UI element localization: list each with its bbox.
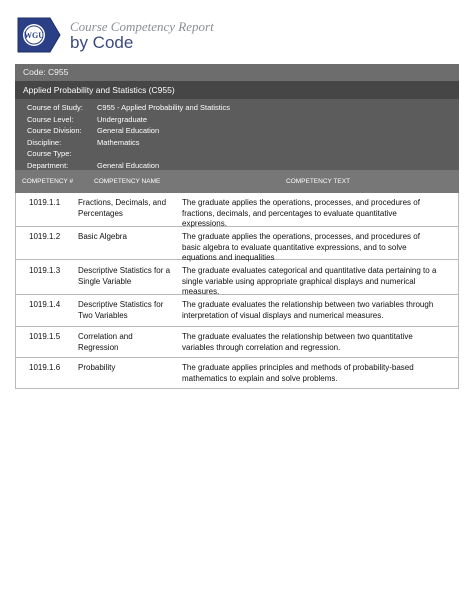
info-value: Mathematics xyxy=(97,137,140,147)
info-label: Discipline: xyxy=(27,137,62,147)
competency-name: Descriptive Statistics for Two Variables xyxy=(78,300,164,320)
course-code: Code: C955 xyxy=(23,67,69,77)
report-subtitle: by Code xyxy=(70,33,134,52)
info-label: Course Type: xyxy=(27,149,72,158)
info-label: Course Division: xyxy=(27,126,82,135)
table-row xyxy=(16,193,458,227)
competency-table xyxy=(15,193,459,389)
info-row-course-type xyxy=(27,148,447,159)
info-value: General Education xyxy=(97,160,160,170)
info-value: Undergraduate xyxy=(97,114,148,124)
info-row-discipline xyxy=(27,137,447,148)
competency-name: Fractions, Decimals, and Percentages xyxy=(78,198,167,218)
svg-text:WGU: WGU xyxy=(24,31,44,40)
info-value: C955 - Applied Probability and Statistics xyxy=(97,103,230,112)
competency-number: 1019.1.1 xyxy=(29,198,61,207)
info-row-department xyxy=(27,160,447,171)
table-row xyxy=(16,295,458,327)
competency-number: 1019.1.4 xyxy=(29,300,61,309)
info-row-course-level xyxy=(27,114,447,125)
competency-number: 1019.1.6 xyxy=(29,363,61,372)
info-label: Course of Study: xyxy=(27,103,83,112)
column-header-name: COMPETENCY NAME xyxy=(94,178,161,185)
info-row-course-division xyxy=(27,125,447,136)
table-row xyxy=(16,327,458,358)
course-code-bar xyxy=(15,64,459,81)
table-row xyxy=(16,227,458,260)
competency-name: Correlation and Regression xyxy=(78,332,133,352)
competency-number: 1019.1.2 xyxy=(29,232,61,241)
table-header xyxy=(15,170,459,193)
competency-text: The graduate evaluates categorical and quantitative data pertaining to a single variable using appropriate graphical displays and numerical measures. xyxy=(182,266,437,296)
table-row xyxy=(16,358,458,388)
competency-name: Probability xyxy=(78,363,116,372)
competency-number: 1019.1.5 xyxy=(29,332,61,341)
competency-text: The graduate evaluates the relationship between two quantitative variables through correlation and regression. xyxy=(182,332,413,352)
table-row xyxy=(16,260,458,295)
competency-number: 1019.1.3 xyxy=(29,266,61,275)
info-label: Department: xyxy=(27,160,69,170)
report-title: Course Competency Report xyxy=(70,19,214,34)
info-row-course-of-study xyxy=(27,102,447,113)
competency-text: The graduate applies the operations, processes, and procedures of basic algebra to evaluate quantitative expressions, and to solve equations and inequalities xyxy=(182,232,420,262)
competency-name: Descriptive Statistics for a Single Variable xyxy=(78,266,171,286)
competency-name: Basic Algebra xyxy=(78,232,127,241)
column-header-text: COMPETENCY TEXT xyxy=(286,178,351,185)
course-title: Applied Probability and Statistics (C955) xyxy=(23,85,175,95)
report-header xyxy=(16,15,458,57)
info-value: General Education xyxy=(97,126,160,135)
course-title-bar xyxy=(15,81,459,99)
competency-text: The graduate evaluates the relationship between two variables through interpretation of visual displays and numerical measures. xyxy=(182,300,434,320)
course-info-panel xyxy=(15,99,459,170)
competency-text: The graduate applies principles and methods of probability-based mathematics to explain and solve problems. xyxy=(182,363,414,383)
wgu-logo xyxy=(16,16,62,54)
info-label: Course Level: xyxy=(27,114,74,124)
competency-text: The graduate applies the operations, processes, and procedures of fractions, decimals, and percentages to evaluate quantitative expressions. xyxy=(182,198,420,228)
column-header-number: COMPETENCY # xyxy=(22,178,74,185)
